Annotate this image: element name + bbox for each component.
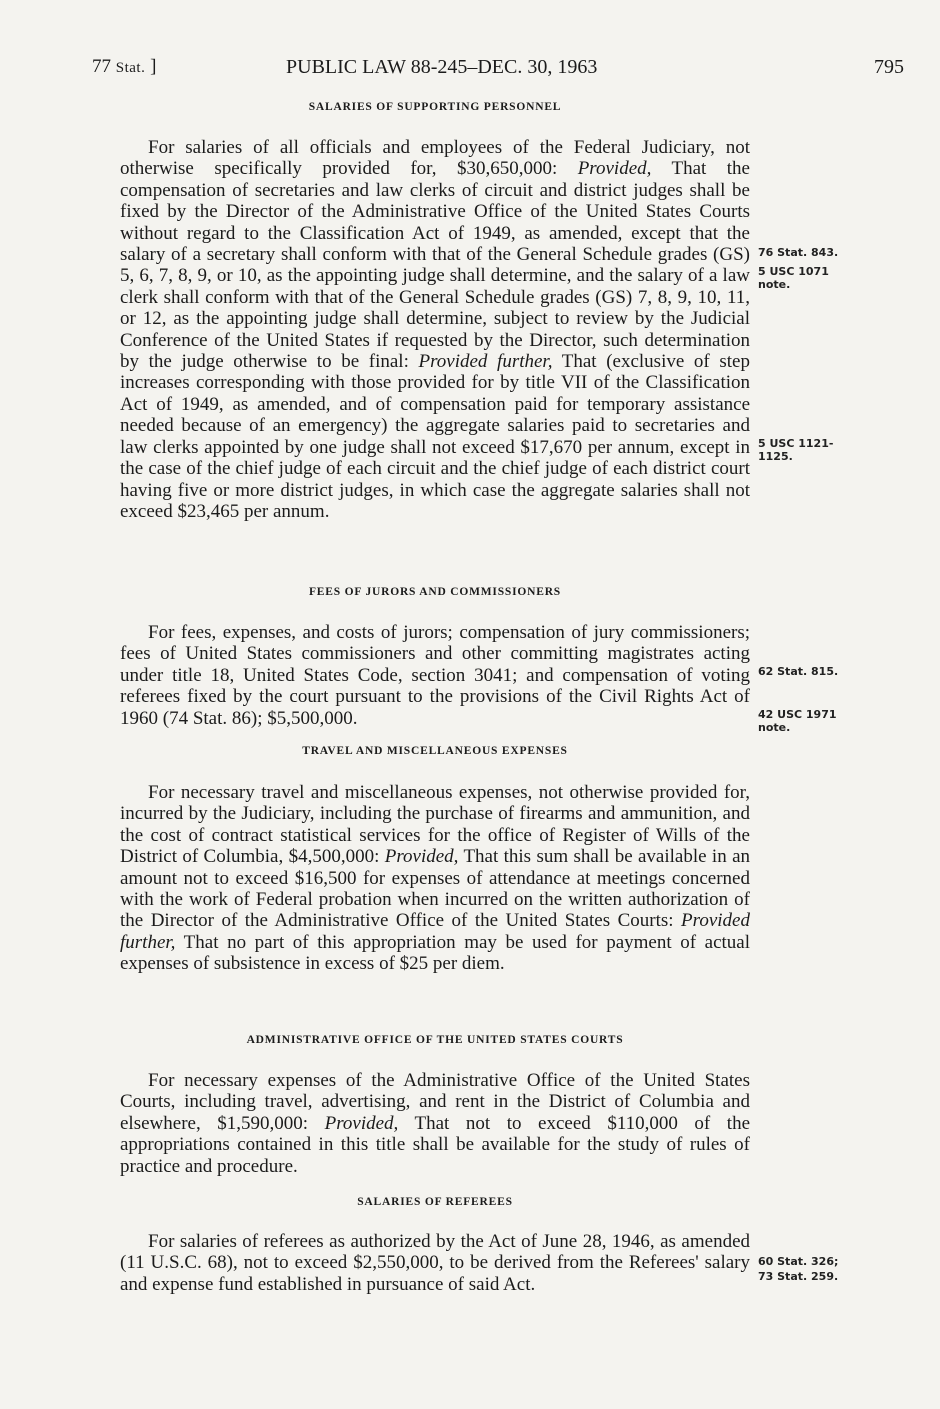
margin-note: 5 USC 1071 note.: [758, 265, 829, 291]
section-body-referees: For salaries of referees as authorized by the Act of June 28, 1946, as amended (11 U.S.C. 68), not to exceed $2,550,000, to be derived from the Referees' salary and expense fund established in pursuance of said Act.: [120, 1231, 750, 1295]
margin-note: 42 USC 1971 note.: [758, 708, 837, 734]
stat-reference: 77 Stat. ]: [92, 56, 157, 77]
page-number: 795: [874, 56, 904, 78]
section-body-administrative-office: For necessary expenses of the Administrative Office of the United States Courts, including travel, advertising, and rent in the District of Columbia and elsewhere, $1,590,000: Provided, That not to exceed $110,000 of the appropriations contained in this title shall be available for the study of rules of practice and procedure.: [120, 1070, 750, 1177]
section-body-supporting-personnel: For salaries of all officials and employees of the Federal Judiciary, not otherwise specifically provided for, $30,650,000: Provided, That the compensation of secretaries and law clerks of circuit and district judges shall be fixed by the Director of the Administrative Office of the United States Courts without regard to the Classification Act of 1949, as amended, except that the salary of a secretary shall conform with that of the General Schedule grades (GS) 5, 6, 7, 8, 9, or 10, as the appointing judge shall determine, and the salary of a law clerk shall conform with that of the General Schedule grades (GS) 7, 8, 9, 10, 11, or 12, as the appointing judge shall determine, subject to review by the Judicial Conference of the United States if requested by the Director, such determination by the judge otherwise to be final: Provided further, That (exclusive of step increases corresponding with those provided for by title VII of the Classification Act of 1949, as amended, and of compensation paid for temporary assistance needed because of an emergency) the aggregate salaries paid to secretaries and law clerks appointed by one judge shall not exceed $17,670 per annum, except in the case of the chief judge of each circuit and the chief judge of each district court having five or more district judges, in which case the aggregate salaries shall not exceed $23,465 per annum.: [120, 137, 750, 522]
page-header: [92, 56, 904, 86]
section-body-travel: For necessary travel and miscellaneous expenses, not otherwise provided for, incurred by the Judiciary, including the purchase of firearms and ammunition, and the cost of contract statistical services for the office of Register of Wills of the District of Columbia, $4,500,000: Provided, That this sum shall be available in an amount not to exceed $16,500 for expenses of attendance at meetings concerned with the work of Federal probation when incurred on the written authorization of the Director of the Administrative Office of the United States Courts: Provided further, That no part of this appropriation may be used for payment of actual expenses of subsistence in excess of $25 per diem.: [120, 782, 750, 975]
margin-note: 60 Stat. 326;: [758, 1255, 839, 1268]
section-heading-administrative-office: ADMINISTRATIVE OFFICE OF THE UNITED STATES COURTS: [246, 1034, 624, 1046]
section-body-jurors: For fees, expenses, and costs of jurors; compensation of jury commissioners; fees of United States commissioners and other committing magistrates acting under title 18, United States Code, section 3041; and compensation of voting referees fixed by the court pursuant to the provisions of the Civil Rights Act of 1960 (74 Stat. 86); $5,500,000.: [120, 622, 750, 729]
margin-note: 5 USC 1121-1125.: [758, 437, 834, 463]
law-title: PUBLIC LAW 88-245–DEC. 30, 1963: [286, 56, 598, 78]
section-heading-travel: TRAVEL AND MISCELLANEOUS EXPENSES: [302, 745, 568, 757]
section-heading-supporting-personnel: SALARIES OF SUPPORTING PERSONNEL: [308, 101, 562, 113]
section-heading-jurors: FEES OF JURORS AND COMMISSIONERS: [308, 586, 561, 598]
section-heading-referees: SALARIES OF REFEREES: [357, 1196, 513, 1208]
margin-note: 62 Stat. 815.: [758, 665, 839, 678]
margin-note: 76 Stat. 843.: [758, 246, 839, 259]
margin-note: 73 Stat. 259.: [758, 1270, 839, 1283]
